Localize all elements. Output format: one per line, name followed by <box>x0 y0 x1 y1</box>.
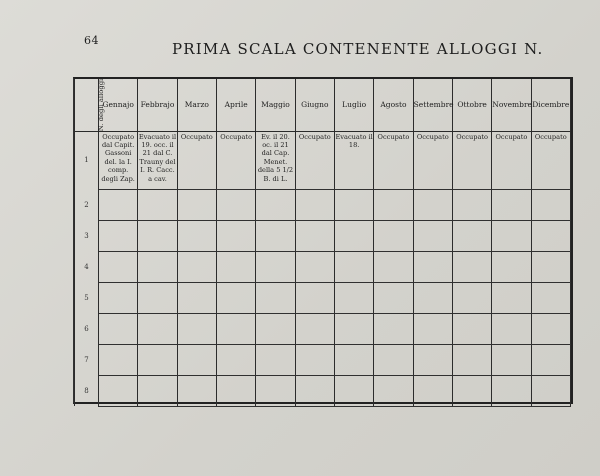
table-cell: Evacuato il 18. <box>334 131 373 189</box>
row-number-header-label: N. degli alloggi <box>97 79 106 132</box>
table-cell <box>138 282 177 313</box>
month-header: Dicembre <box>531 79 570 131</box>
table-cell <box>531 344 570 375</box>
table-cell <box>334 313 373 344</box>
table-cell <box>452 282 491 313</box>
table-cell <box>99 375 138 406</box>
table-cell <box>492 313 531 344</box>
row-number: 8 <box>75 375 99 406</box>
table-cell <box>256 282 295 313</box>
table-cell <box>177 344 216 375</box>
table-row <box>75 251 571 282</box>
table-row <box>75 375 571 406</box>
row-number: 6 <box>75 313 99 344</box>
table-row <box>75 344 571 375</box>
month-header: Maggio <box>256 79 295 131</box>
row-number: 5 <box>75 282 99 313</box>
month-header: Ottobre <box>452 79 491 131</box>
table-cell <box>334 344 373 375</box>
table-cell <box>452 313 491 344</box>
row-number: 1 <box>75 131 99 189</box>
table-cell <box>295 220 334 251</box>
table-cell <box>492 189 531 220</box>
table-cell <box>216 375 255 406</box>
month-header: Agosto <box>374 79 413 131</box>
table-cell <box>492 220 531 251</box>
table-cell <box>295 344 334 375</box>
table-cell <box>99 189 138 220</box>
table-cell <box>99 344 138 375</box>
table-row <box>75 220 571 251</box>
table-cell <box>413 313 452 344</box>
table-cell <box>492 375 531 406</box>
table-cell <box>295 282 334 313</box>
row-number: 3 <box>75 220 99 251</box>
table-cell <box>138 375 177 406</box>
table-cell <box>374 282 413 313</box>
table-cell <box>138 344 177 375</box>
table-cell <box>138 189 177 220</box>
table-cell <box>452 344 491 375</box>
table-cell <box>177 313 216 344</box>
table-cell <box>177 251 216 282</box>
table-cell <box>177 375 216 406</box>
table-cell <box>99 220 138 251</box>
table-cell <box>413 189 452 220</box>
month-header: Marzo <box>177 79 216 131</box>
table-cell <box>99 251 138 282</box>
month-header: Gennajo <box>99 79 138 131</box>
month-header: Giugno <box>295 79 334 131</box>
table-cell <box>138 251 177 282</box>
table-cell <box>99 313 138 344</box>
table-cell <box>216 220 255 251</box>
table-cell <box>374 220 413 251</box>
table-cell: Ev. il 20. oc. il 21 dal Cap. Menet. della 5 1/2 B. di L. <box>256 131 295 189</box>
table-cell <box>177 220 216 251</box>
table-cell <box>216 189 255 220</box>
table-cell <box>256 375 295 406</box>
table-cell <box>295 189 334 220</box>
table-cell <box>452 251 491 282</box>
table-cell <box>452 189 491 220</box>
table-cell <box>531 189 570 220</box>
month-header: Aprile <box>216 79 255 131</box>
table-cell <box>295 375 334 406</box>
page-title: PRIMA SCALA CONTENENTE ALLOGGI N. <box>172 40 544 58</box>
table-cell <box>99 282 138 313</box>
table-cell <box>531 313 570 344</box>
table-cell <box>216 251 255 282</box>
row-number: 4 <box>75 251 99 282</box>
table-cell: Occupato <box>413 131 452 189</box>
table-cell: Evacuato il 19. occ. il 21 dal C. Trauny del I. R. Cacc. a cav. <box>138 131 177 189</box>
row-number: 7 <box>75 344 99 375</box>
table-cell: Occupato <box>295 131 334 189</box>
table-cell <box>492 251 531 282</box>
table-cell <box>138 313 177 344</box>
table-cell <box>256 344 295 375</box>
table-cell <box>374 251 413 282</box>
month-header: Novembre <box>492 79 531 131</box>
table-cell <box>531 220 570 251</box>
table-cell: Occupato <box>374 131 413 189</box>
table-cell: Occupato <box>177 131 216 189</box>
lodging-table <box>73 77 573 404</box>
table-cell <box>374 313 413 344</box>
table-cell <box>216 313 255 344</box>
table-cell <box>256 189 295 220</box>
table-cell: Occupato <box>452 131 491 189</box>
table-cell <box>413 344 452 375</box>
table-cell <box>295 251 334 282</box>
table-cell: Occupato dal Capit. Gassoni del. la I. comp. degli Zap. <box>99 131 138 189</box>
month-header: Luglio <box>334 79 373 131</box>
table-cell <box>334 220 373 251</box>
table-cell <box>531 375 570 406</box>
table-cell <box>492 344 531 375</box>
table-cell <box>216 282 255 313</box>
page-number: 64 <box>84 34 99 47</box>
table-cell <box>138 220 177 251</box>
table-cell: Occupato <box>492 131 531 189</box>
table-cell <box>452 220 491 251</box>
table-row <box>75 131 571 189</box>
row-number-header <box>75 79 106 132</box>
table-cell <box>413 375 452 406</box>
table-cell <box>295 313 334 344</box>
table-cell <box>177 189 216 220</box>
table-cell <box>334 189 373 220</box>
row-number: 2 <box>75 189 99 220</box>
table-cell <box>216 344 255 375</box>
table-cell <box>452 375 491 406</box>
month-header: Settembre <box>413 79 452 131</box>
table-cell <box>531 282 570 313</box>
table-cell <box>334 251 373 282</box>
table-cell: Occupato <box>531 131 570 189</box>
table-cell <box>334 375 373 406</box>
table-row <box>75 282 571 313</box>
table-cell <box>334 282 373 313</box>
table-cell <box>492 282 531 313</box>
table-cell <box>177 282 216 313</box>
header-row <box>75 79 571 131</box>
table-cell <box>531 251 570 282</box>
table-cell <box>413 282 452 313</box>
table-cell <box>374 344 413 375</box>
table-row <box>75 189 571 220</box>
month-header: Febbrajo <box>138 79 177 131</box>
table-cell <box>413 220 452 251</box>
table-cell <box>413 251 452 282</box>
table-cell <box>374 375 413 406</box>
table-cell <box>374 189 413 220</box>
table-cell <box>256 251 295 282</box>
table-row <box>75 313 571 344</box>
table-cell <box>256 313 295 344</box>
table-cell: Occupato <box>216 131 255 189</box>
table-cell <box>256 220 295 251</box>
